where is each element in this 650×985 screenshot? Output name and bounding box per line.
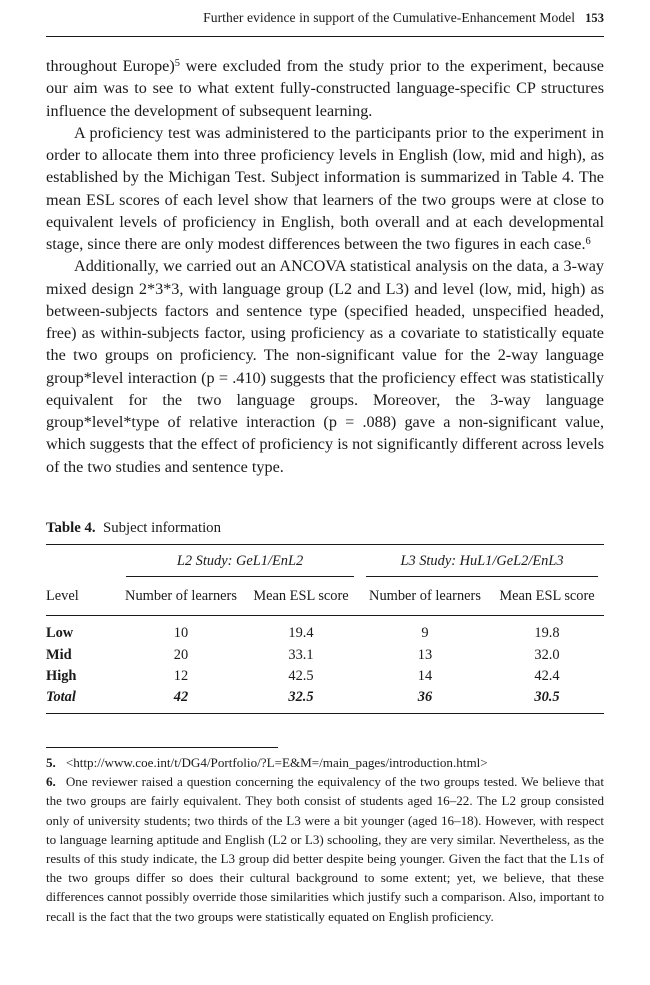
footnote-rule bbox=[46, 747, 278, 748]
cell-l2-score: 19.4 bbox=[288, 625, 314, 642]
cell-l3-learners: 13 bbox=[417, 646, 433, 663]
row-level: Total bbox=[46, 687, 120, 713]
table-row bbox=[46, 666, 604, 687]
table-row bbox=[46, 616, 604, 645]
col-score-l2: Mean ESL score bbox=[242, 577, 360, 616]
paragraph-2-text: A proficiency test was administered to the participants prior to the experiment in order to allocate them into three proficiency levels in English (low, mid and high), as established by the Michigan Test. Subject information is summarized in Table 4. The mean ESL scores of each level show that learners of the two groups were at close to equivalent levels of proficiency in English, both overall and at each developmental stage, since there are only modest differences between the two figures in each case. bbox=[46, 123, 604, 253]
running-head bbox=[46, 10, 604, 26]
paragraph-1 bbox=[46, 55, 604, 122]
col-learners-l2: Number of learners bbox=[120, 577, 242, 616]
header-rule bbox=[46, 36, 604, 37]
footnote-ref-6[interactable]: 6 bbox=[585, 236, 591, 247]
cell-l3-score: 32.0 bbox=[534, 646, 560, 663]
body-text bbox=[46, 55, 604, 478]
footnote-5-number: 5. bbox=[46, 755, 56, 770]
cell-l3-score: 42.4 bbox=[534, 667, 560, 684]
table-row bbox=[46, 644, 604, 665]
footnotes bbox=[46, 753, 604, 926]
page-number: 153 bbox=[585, 11, 604, 25]
row-level: Low bbox=[46, 625, 74, 642]
paragraph-1-text-a: throughout Europe) bbox=[46, 57, 175, 75]
blank-header-cell bbox=[46, 545, 120, 577]
running-title: Further evidence in support of the Cumulative-Enhancement Model bbox=[203, 10, 576, 25]
cell-l3-learners: 36 bbox=[360, 687, 490, 713]
l2-study-header bbox=[120, 545, 360, 577]
footnote-5 bbox=[46, 753, 604, 772]
cell-l3-learners: 14 bbox=[417, 667, 433, 684]
l2-study-label: L2 Study: GeL1/EnL2 bbox=[126, 553, 354, 577]
cell-l2-score: 32.5 bbox=[242, 687, 360, 713]
col-score-l3: Mean ESL score bbox=[490, 577, 604, 616]
cell-l3-score: 30.5 bbox=[490, 687, 604, 713]
paragraph-3: Additionally, we carried out an ANCOVA statistical analysis on the data, a 3-way mixed design 2*3*3, with language group (L2 and L3) and level (low, mid, high) as between-subjects factors and sentence type (specified headed, unspecified headed, free) as within-subjects factor, using proficiency as a covariate to statistically equate the two groups on proficiency. The non-significant value for the 2-way language group*level interaction (p = .410) suggests that the proficiency effect was statistically equivalent for the two language groups. Moreover, the 3-way language group*level*type of relative interaction (p = .088) gave a non-significant value, which suggests that the effect of proficiency is not significantly different across levels of the two studies and sentence type. bbox=[46, 257, 604, 476]
col-learners-l3: Number of learners bbox=[360, 577, 490, 616]
row-level: High bbox=[46, 667, 77, 684]
cell-l3-score: 19.8 bbox=[534, 625, 560, 642]
footnote-6-text: One reviewer raised a question concerning the equivalency of the two groups tested. We believe that the two groups are fairly equivalent. They both consist of students aged 16–22. The L2 group consisted only of university students; two thirds of the L3 were a bit younger (aged 16–18). However, with respect to language learning aptitude and English (L2 or L3) schooling, they are very similar. Nevertheless, as the results of this study indicate, the L3 group did better despite being younger. Given the fact that the L1s of the two groups differ so does their cultural background to some extent; yet, we believe, that these differences cannot possibly override those similarities which justify such a comparison. Also, important to recall is the fact that the two groups were statistically equated on English proficiency. bbox=[46, 774, 604, 924]
footnote-ref-5[interactable]: 5 bbox=[174, 58, 181, 69]
paragraph-2 bbox=[46, 122, 604, 256]
table-caption bbox=[46, 520, 604, 537]
table-row-total bbox=[46, 687, 604, 713]
cell-l2-score: 42.5 bbox=[288, 667, 314, 684]
row-level: Mid bbox=[46, 646, 72, 663]
cell-l2-learners: 10 bbox=[173, 625, 189, 642]
paragraph-1-text-b: were excluded from the study prior to the experiment, because our aim was to see to what extent fully-constructed language-specific CP structures influence the development of subsequent learning. bbox=[46, 57, 604, 120]
table-caption-label: Table 4. bbox=[46, 520, 96, 536]
footnote-6 bbox=[46, 772, 604, 926]
l3-study-label: L3 Study: HuL1/GeL2/EnL3 bbox=[366, 553, 598, 577]
l3-study-header bbox=[360, 545, 604, 577]
table-4 bbox=[46, 520, 604, 714]
subject-info-table bbox=[46, 544, 604, 714]
col-level: Level bbox=[46, 577, 120, 616]
cell-l2-learners: 20 bbox=[173, 646, 189, 663]
cell-l2-learners: 12 bbox=[173, 667, 189, 684]
footnote-5-link[interactable]: <http://www.coe.int/t/DG4/Portfolio/?L=E&M=/main_pages/introduction.html> bbox=[65, 755, 488, 770]
footnote-6-number: 6. bbox=[46, 774, 56, 790]
cell-l2-score: 33.1 bbox=[288, 646, 314, 663]
cell-l2-learners: 42 bbox=[120, 687, 242, 713]
table-caption-text: Subject information bbox=[103, 520, 221, 536]
cell-l3-learners: 9 bbox=[421, 625, 429, 642]
